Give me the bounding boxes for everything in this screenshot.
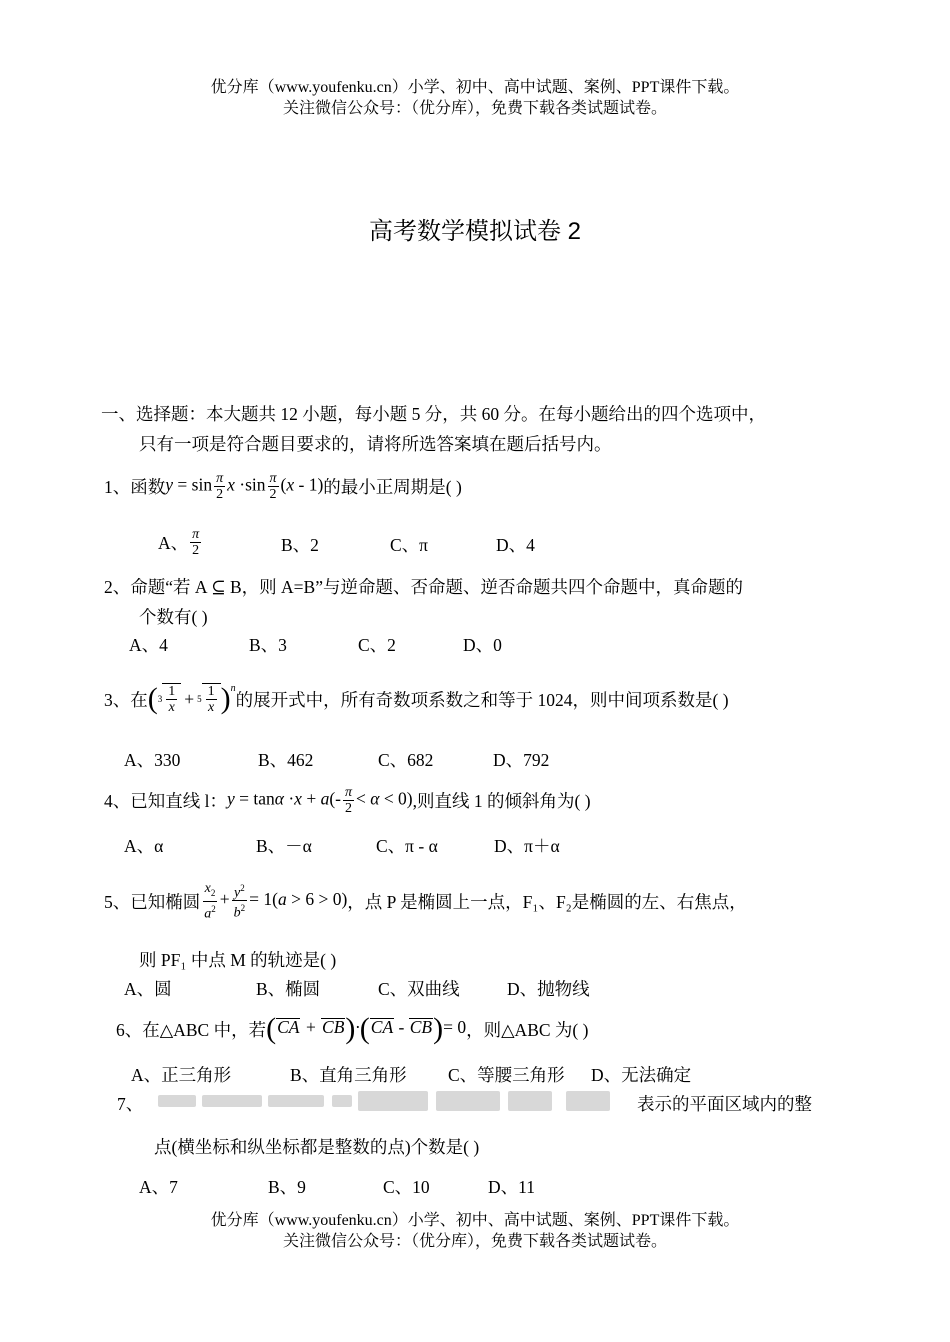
section-intro-line-1: 一、选择题：本大题共 12 小题，每小题 5 分，共 60 分。在每小题给出的四个选项中， [101, 404, 766, 424]
question-2-line-2: 个数有( ) [139, 607, 208, 627]
footer-line-2: 关注微信公众号：（优分库），免费下载各类试题试卷。 [282, 1233, 667, 1250]
question-5-option-d: D、抛物线 [507, 979, 590, 999]
question-5-prefix: 5、已知椭圆 [104, 891, 201, 912]
question-6-option-a: A、正三角形 [131, 1065, 232, 1085]
question-6-formula: (CA + CB)·(CA - CB)= 0 [266, 1012, 467, 1045]
question-1-suffix: 的最小正周期是( ) [323, 476, 462, 497]
question-5 [104, 876, 747, 926]
question-3 [104, 674, 729, 724]
question-3-formula: ( 3 $\frac{1}{x}$ + 5 $\frac{1}{x}$ ) $^n$ [147, 682, 236, 715]
question-4-option-c: C、π - α [376, 836, 438, 856]
question-7-prefix: 7、 [117, 1094, 144, 1114]
question-4-prefix: 4、已知直线 l： [104, 790, 227, 811]
question-1-prefix: 1、函数 [104, 476, 166, 497]
page-title: 高考数学模拟试卷 2 [368, 218, 581, 245]
question-7-option-b: B、9 [268, 1177, 306, 1197]
question-1 [104, 464, 462, 508]
question-2-option-d: D、0 [463, 635, 502, 655]
question-5-formula: $\frac{x_2}{a^2}$ + $\frac{y^2}{b^2}$ = 1(a > 6 > 0) [204, 880, 348, 922]
question-3-option-c: C、682 [378, 750, 434, 770]
question-1-formula: y = sin $\frac{\pi}{2}$ x ·sin $\frac{\pi}{2}$ (x - 1) [165, 470, 324, 502]
question-6 [116, 1011, 588, 1047]
question-3-option-a: A、330 [124, 750, 181, 770]
question-1-option-d: D、4 [496, 535, 535, 555]
question-1-option-a: A、 $\frac{\pi}{2}$ [158, 526, 200, 558]
question-2-option-c: C、2 [358, 635, 396, 655]
section-intro-line-2: 只有一项是符合题目要求的，请将所选答案填在题后括号内。 [139, 434, 612, 454]
question-1-option-b: B、2 [281, 535, 319, 555]
question-7-suffix: 表示的平面区域内的整 [637, 1094, 812, 1114]
question-2-line-1: 2、命题“若 A ⊆ B，则 A=B”与逆命题、否命题、逆否命题共四个命题中，真命题的 [104, 577, 743, 597]
question-4-option-d: D、π＋α [494, 836, 560, 856]
question-2-option-b: B、3 [249, 635, 287, 655]
question-1-option-c: C、π [390, 535, 429, 555]
header-line-1: 优分库（www.youfenku.cn）小学、初中、高中试题、案例、PPT课件下载。 [210, 79, 740, 96]
header-line-2: 关注微信公众号：（优分库），免费下载各类试题试卷。 [282, 100, 667, 117]
question-2-option-a: A、4 [129, 635, 168, 655]
question-6-option-d: D、无法确定 [591, 1065, 692, 1085]
question-7-option-a: A、7 [139, 1177, 178, 1197]
question-6-prefix: 6、在△ABC 中，若 [116, 1019, 267, 1040]
question-3-suffix: 的展开式中，所有奇数项系数之和等于 1024，则中间项系数是( ) [235, 689, 729, 710]
question-6-option-c: C、等腰三角形 [448, 1065, 565, 1085]
question-5-option-c: C、双曲线 [378, 979, 460, 999]
question-3-option-d: D、792 [493, 750, 550, 770]
question-3-option-b: B、462 [258, 750, 314, 770]
footer-line-1: 优分库（www.youfenku.cn）小学、初中、高中试题、案例、PPT课件下载。 [210, 1212, 740, 1229]
question-7-option-c: C、10 [383, 1177, 430, 1197]
question-6-option-b: B、直角三角形 [290, 1065, 407, 1085]
question-4-option-a: A、α [124, 836, 164, 856]
question-5-option-b: B、椭圆 [256, 979, 321, 999]
question-3-prefix: 3、在 [104, 689, 148, 710]
question-7-line-2: 点(横坐标和纵坐标都是整数的点)个数是( ) [154, 1137, 480, 1157]
pi-over-2-fraction: $\frac{\pi}{2}$ [192, 526, 200, 558]
obscured-formula-image [158, 1089, 618, 1115]
question-4-option-b: B、－α [256, 836, 312, 856]
question-4 [104, 778, 591, 822]
question-4-suffix: ,则直线 1 的倾斜角为( ) [412, 790, 591, 811]
question-5-option-a: A、圆 [124, 979, 172, 999]
question-4-formula: y = tanα ·x + a(- $\frac{\pi}{2}$ < α < 0) [227, 784, 413, 816]
question-7-option-d: D、11 [488, 1177, 535, 1197]
question-5-suffix: ，点 P 是椭圆上一点，F₁、F₂是椭圆的左、右焦点， [347, 891, 747, 912]
question-6-suffix: ，则△ABC 为( ) [466, 1019, 589, 1040]
question-5-line-2: 则 PF₁ 中点 M 的轨迹是( ) [139, 950, 337, 970]
